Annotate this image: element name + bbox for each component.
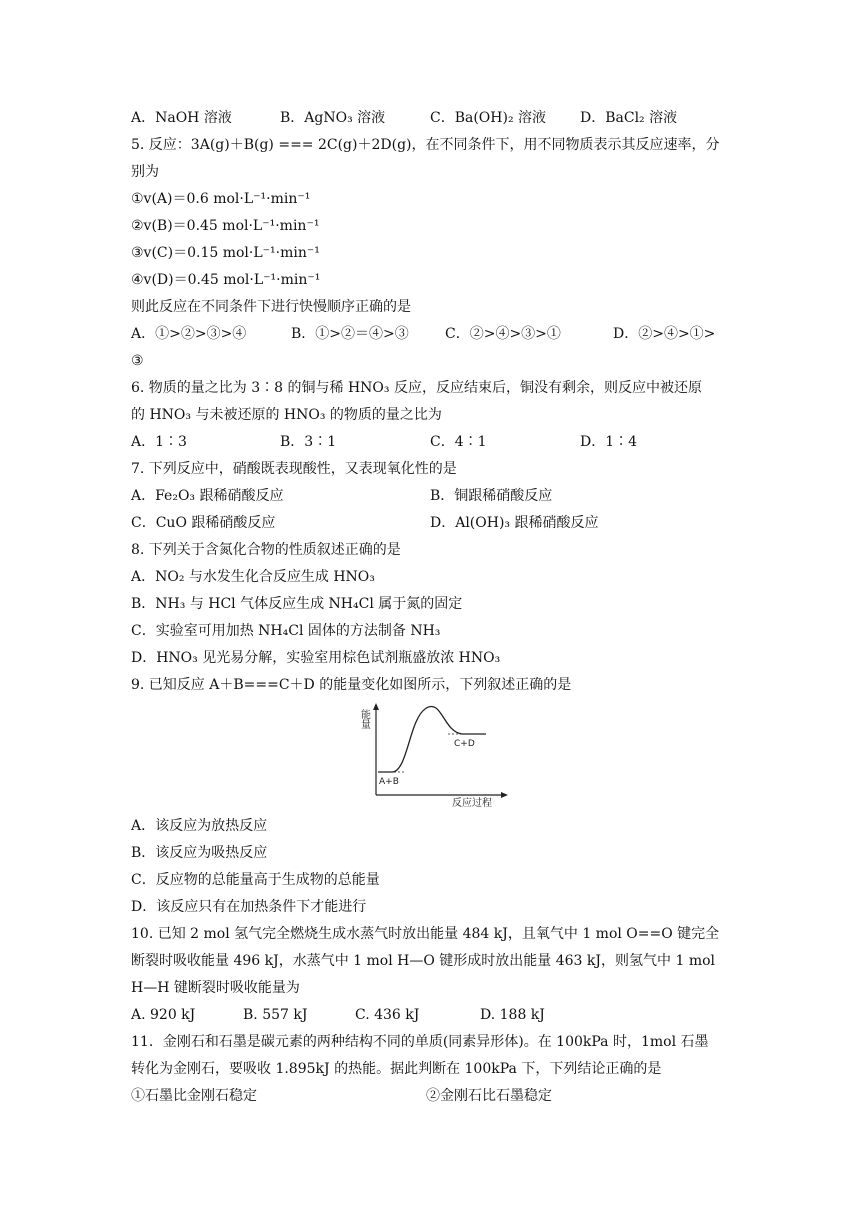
q6-stem-line-2: 的 HNO₃ 与未被还原的 HNO₃ 的物质的量之比为 [131, 407, 442, 423]
q10-stem-line-2: 断裂时吸收能量 496 kJ，水蒸气中 1 mol H—O 键形成时放出能量 463 kJ，则氢气中 1 mol [131, 953, 715, 969]
q6-option-c: C．4∶1 [430, 434, 487, 450]
q7-option-a: A．Fe₂O₃ 跟稀硝酸反应 [131, 488, 284, 504]
x-axis-label: 反应过程 [452, 798, 492, 809]
q7-option-b: B．铜跟稀硝酸反应 [430, 488, 553, 504]
product-label: C+D [454, 739, 475, 749]
q5-rate-3: ③v(C)＝0.15 mol·L⁻¹·min⁻¹ [131, 245, 320, 261]
q6-option-b: B．3∶1 [280, 434, 337, 450]
q4-option-d: D．BaCl₂ 溶液 [580, 110, 678, 126]
q6-option-d: D．1∶4 [580, 434, 638, 450]
q5-option-c: C．②>④>③>① [445, 326, 561, 342]
q8-option-c: C．实验室可用加热 NH₄Cl 固体的方法制备 NH₃ [131, 623, 441, 639]
energy-diagram [358, 700, 512, 809]
q5-option-d: D．②>④>①> [613, 326, 716, 342]
q5-stem-line-2: 别为 [131, 164, 159, 180]
q10-option-b: B. 557 kJ [243, 1007, 308, 1023]
q5-stem-line-1: 5. 反应：3A(g)＋B(g) === 2C(g)＋2D(g)，在不同条件下，用不同物质表示其反应速率，分 [131, 137, 720, 153]
q5-rate-2: ②v(B)＝0.45 mol·L⁻¹·min⁻¹ [131, 218, 320, 234]
energy-axis-arrow [373, 703, 379, 710]
q4-option-a: A．NaOH 溶液 [131, 110, 232, 126]
y-axis-label: 能量 [358, 709, 370, 729]
q5-option-d-continued: ③ [131, 353, 144, 369]
q5-rate-4: ④v(D)＝0.45 mol·L⁻¹·min⁻¹ [131, 272, 321, 288]
q11-stem-line-1: 11．金刚石和石墨是碳元素的两种结构不同的单质(同素异形体)。在 100kPa 时，1mol 石墨 [131, 1034, 709, 1050]
q7-option-d: D．Al(OH)₃ 跟稀硝酸反应 [430, 515, 599, 531]
q5-option-a: A．①>②>③>④ [131, 326, 247, 342]
q5-option-b: B．①>②＝④>③ [291, 326, 409, 342]
q10-option-c: C. 436 kJ [355, 1007, 420, 1023]
q9-option-d: D．该反应只有在加热条件下才能进行 [131, 899, 367, 915]
q5-rate-1: ①v(A)＝0.6 mol·L⁻¹·min⁻¹ [131, 191, 311, 207]
q10-stem-line-3: H—H 键断裂时吸收能量为 [131, 980, 300, 996]
q5-question: 则此反应在不同条件下进行快慢顺序正确的是 [131, 299, 411, 315]
q10-stem-line-1: 10. 已知 2 mol 氢气完全燃烧生成水蒸气时放出能量 484 kJ，且氧气中 1 mol O==O 键完全 [131, 926, 720, 942]
reaction-progress-axis-arrow [501, 792, 508, 798]
q4-option-c: C．Ba(OH)₂ 溶液 [430, 110, 547, 126]
q4-option-b: B．AgNO₃ 溶液 [280, 110, 386, 126]
q8-stem: 8. 下列关于含氮化合物的性质叙述正确的是 [131, 542, 401, 558]
reactant-label: A+B [379, 777, 399, 787]
q11-statement-2: ②金刚石比石墨稳定 [426, 1088, 552, 1104]
q9-option-c: C．反应物的总能量高于生成物的总能量 [131, 872, 380, 888]
q9-stem: 9. 已知反应 A＋B===C＋D 的能量变化如图所示，下列叙述正确的是 [131, 677, 572, 693]
q9-option-b: B．该反应为吸热反应 [131, 845, 268, 861]
q10-option-a: A. 920 kJ [131, 1007, 196, 1023]
q6-stem-line-1: 6. 物质的量之比为 3∶8 的铜与稀 HNO₃ 反应，反应结束后，铜没有剩余，则反应中被还原 [131, 380, 702, 396]
q8-option-d: D．HNO₃ 见光易分解，实验室用棕色试剂瓶盛放浓 HNO₃ [131, 650, 501, 666]
q6-option-a: A．1∶3 [131, 434, 187, 450]
q7-option-c: C．CuO 跟稀硝酸反应 [131, 515, 276, 531]
q7-stem: 7. 下列反应中，硝酸既表现酸性，又表现氧化性的是 [131, 461, 457, 477]
q8-option-a: A．NO₂ 与水发生化合反应生成 HNO₃ [131, 569, 375, 585]
q9-option-a: A．该反应为放热反应 [131, 818, 268, 834]
q10-option-d: D. 188 kJ [480, 1007, 545, 1023]
q8-option-b: B．NH₃ 与 HCl 气体反应生成 NH₄Cl 属于氮的固定 [131, 596, 463, 612]
q11-stem-line-2: 转化为金刚石，要吸收 1.895kJ 的热能。据此判断在 100kPa 下，下列结论正确的是 [131, 1061, 662, 1077]
q11-statement-1: ①石墨比金刚石稳定 [131, 1088, 257, 1104]
